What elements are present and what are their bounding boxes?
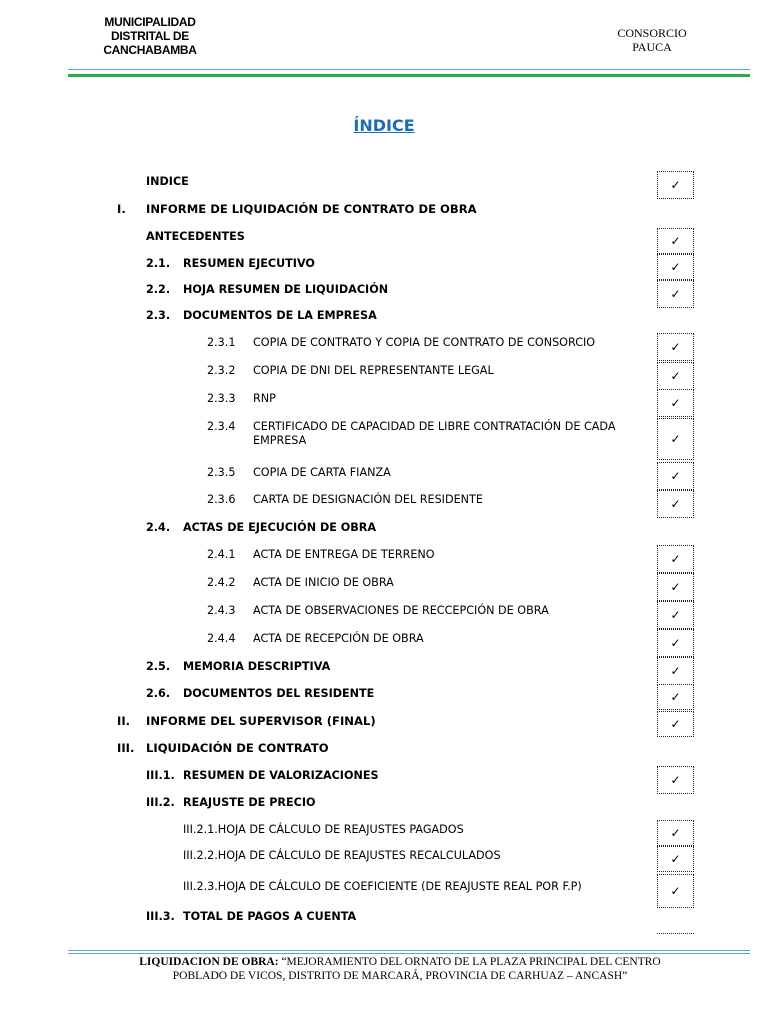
checkbox[interactable] (657, 629, 694, 657)
checkbox[interactable] (657, 874, 694, 908)
check-icon: ✓ (670, 636, 681, 650)
toc-text: INDICE (146, 175, 189, 188)
check-icon: ✓ (670, 369, 681, 383)
toc-number: III.2. (146, 796, 175, 809)
checkbox[interactable] (657, 389, 694, 417)
dotted-leader-line (657, 933, 694, 934)
check-icon: ✓ (670, 234, 681, 248)
toc-number: 2.3.6 (207, 493, 236, 506)
toc-number: 2.3.5 (207, 466, 236, 479)
toc-number: 2.6. (146, 687, 171, 700)
toc-number: 2.3. (146, 309, 171, 322)
toc-text: INFORME DEL SUPERVISOR (FINAL) (146, 714, 376, 728)
header-left-line: DISTRITAL DE (111, 29, 189, 43)
toc-text: RESUMEN EJECUTIVO (183, 257, 315, 270)
footer-line1: “MEJORAMIENTO DEL ORNATO DE LA PLAZA PRINCIPAL DEL CENTRO (278, 956, 661, 968)
check-icon: ✓ (670, 552, 681, 566)
checkbox[interactable] (657, 490, 694, 518)
toc-text: MEMORIA DESCRIPTIVA (183, 660, 331, 673)
check-icon: ✓ (670, 852, 681, 866)
toc-number: III.3. (146, 910, 175, 923)
checkbox[interactable] (657, 545, 694, 573)
check-icon: ✓ (670, 608, 681, 622)
check-icon: ✓ (670, 287, 681, 301)
header-right-line: PAUCA (632, 40, 672, 54)
toc-text: CERTIFICADO DE CAPACIDAD DE LIBRE CONTRATACIÓN DE CADA EMPRESA (253, 420, 616, 447)
toc-number: 2.4.2 (207, 576, 236, 589)
toc-text: III.2.3.HOJA DE CÁLCULO DE COEFICIENTE (DE REAJUSTE REAL POR F.P) (183, 880, 582, 893)
toc-text: LIQUIDACIÓN DE CONTRATO (146, 741, 329, 755)
footer-divider (68, 953, 750, 954)
toc-number: 2.3.1 (207, 336, 236, 349)
checkbox[interactable] (657, 462, 694, 490)
checkbox[interactable] (657, 254, 694, 280)
toc-number: 2.2. (146, 283, 171, 296)
header-divider-blue (68, 69, 750, 70)
toc-number: III. (117, 741, 135, 755)
page-title: ÍNDICE (353, 116, 415, 135)
header-left-line: MUNICIPALIDAD (104, 15, 196, 29)
header-left-line: CANCHABAMBA (103, 43, 197, 57)
toc-text: REAJUSTE DE PRECIO (183, 796, 316, 809)
toc-number: 2.1. (146, 257, 171, 270)
checkbox[interactable] (657, 171, 694, 199)
toc-text: DOCUMENTOS DEL RESIDENTE (183, 687, 375, 700)
header-consortium (600, 26, 704, 54)
checkbox[interactable] (657, 601, 694, 629)
toc-text: COPIA DE CARTA FIANZA (253, 466, 391, 479)
checkbox[interactable] (657, 711, 694, 737)
toc-text: ACTA DE OBSERVACIONES DE RECCEPCIÓN DE OBRA (253, 604, 549, 617)
check-icon: ✓ (670, 178, 681, 192)
checkbox[interactable] (657, 820, 694, 846)
toc-text: RESUMEN DE VALORIZACIONES (183, 769, 379, 782)
toc-text: ACTA DE INICIO DE OBRA (253, 576, 394, 589)
checkbox[interactable] (657, 766, 694, 794)
check-icon: ✓ (670, 432, 681, 446)
check-icon: ✓ (670, 690, 681, 704)
toc-number: 2.5. (146, 660, 171, 673)
footer-label: LIQUIDACION DE OBRA: (139, 956, 279, 968)
check-icon: ✓ (670, 773, 681, 787)
check-icon: ✓ (670, 826, 681, 840)
toc-number: 2.4.1 (207, 548, 236, 561)
toc-text: HOJA RESUMEN DE LIQUIDACIÓN (183, 283, 389, 296)
toc-text: III.2.2.HOJA DE CÁLCULO DE REAJUSTES RECALCULADOS (183, 849, 501, 862)
toc-text: ACTA DE RECEPCIÓN DE OBRA (253, 632, 424, 645)
header-divider-green (68, 74, 750, 77)
footer-line2: POBLADO DE VICOS, DISTRITO DE MARCARÁ, PROVINCIA DE CARHUAZ – ANCASH” (172, 970, 628, 982)
checkbox[interactable] (657, 573, 694, 601)
toc-number: 2.3.2 (207, 364, 236, 377)
toc-text: COPIA DE CONTRATO Y COPIA DE CONTRATO DE CONSORCIO (253, 336, 596, 349)
checkbox[interactable] (657, 846, 694, 872)
toc-number: 2.4.4 (207, 632, 236, 645)
toc-number: III.1. (146, 769, 175, 782)
toc-number: I. (117, 202, 126, 216)
toc-text: III.2.1.HOJA DE CÁLCULO DE REAJUSTES PAGADOS (183, 823, 464, 836)
checkbox[interactable] (657, 684, 694, 710)
check-icon: ✓ (670, 396, 681, 410)
checkbox[interactable] (657, 657, 694, 685)
toc-text: CARTA DE DESIGNACIÓN DEL RESIDENTE (253, 493, 483, 506)
check-icon: ✓ (670, 717, 681, 731)
check-icon: ✓ (670, 469, 681, 483)
toc-number: 2.4. (146, 521, 171, 534)
header-right-line: CONSORCIO (617, 26, 687, 40)
header-municipality (88, 15, 212, 57)
checkbox[interactable] (657, 228, 694, 254)
checkbox[interactable] (657, 362, 694, 390)
toc-number: 2.3.3 (207, 392, 236, 405)
check-icon: ✓ (670, 884, 681, 898)
toc-text: ACTA DE ENTREGA DE TERRENO (253, 548, 435, 561)
checkbox[interactable] (657, 333, 694, 361)
toc-text: COPIA DE DNI DEL REPRESENTANTE LEGAL (253, 364, 494, 377)
check-icon: ✓ (670, 340, 681, 354)
footer-divider (68, 950, 750, 951)
toc-text: ANTECEDENTES (146, 230, 245, 243)
toc-text: TOTAL DE PAGOS A CUENTA (183, 910, 357, 923)
check-icon: ✓ (670, 664, 681, 678)
checkbox[interactable] (657, 280, 694, 308)
footer-project-title (110, 955, 690, 983)
toc-text: RNP (253, 392, 276, 405)
checkbox[interactable] (657, 418, 694, 460)
toc-number: 2.3.4 (207, 420, 236, 433)
toc-number: II. (117, 714, 131, 728)
check-icon: ✓ (670, 497, 681, 511)
toc-number: 2.4.3 (207, 604, 236, 617)
toc-text: DOCUMENTOS DE LA EMPRESA (183, 309, 377, 322)
check-icon: ✓ (670, 260, 681, 274)
toc-text: ACTAS DE EJECUCIÓN DE OBRA (183, 521, 377, 534)
check-icon: ✓ (670, 580, 681, 594)
toc-text: INFORME DE LIQUIDACIÓN DE CONTRATO DE OBRA (146, 202, 477, 216)
